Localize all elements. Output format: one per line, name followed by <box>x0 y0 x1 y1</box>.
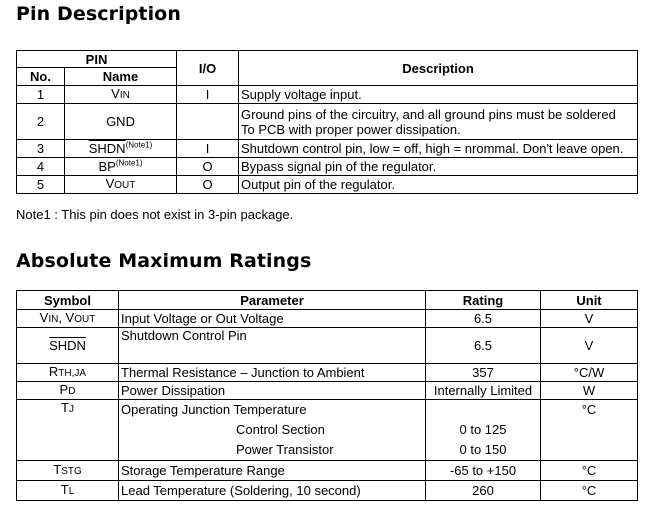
table-row <box>17 461 638 481</box>
pin-description: Supply voltage input. <box>239 86 638 104</box>
rating-symbol: TSTG <box>17 461 119 481</box>
rating-value: Internally Limited <box>426 382 541 400</box>
rating-value: 6.5 <box>426 328 541 364</box>
rating-unit: V <box>541 328 638 364</box>
rating-symbol: PD <box>17 382 119 400</box>
table-row <box>17 400 638 461</box>
no-header: No. <box>17 68 65 86</box>
rating-parameter: Shutdown Control Pin <box>119 328 426 364</box>
table-row <box>17 328 638 364</box>
table-row <box>17 104 638 140</box>
parameter-header: Parameter <box>119 291 426 310</box>
rating-parameter: Operating Junction Temperature Control Section Power Transistor <box>119 400 426 461</box>
table-row <box>17 86 638 104</box>
pin-note: Note1 : This pin does not exist in 3-pin package. <box>16 207 294 222</box>
rating-unit: W <box>541 382 638 400</box>
unit-header: Unit <box>541 291 638 310</box>
rating-parameter: Power Dissipation <box>119 382 426 400</box>
pin-description-heading: Pin Description <box>16 3 181 25</box>
rating-unit: °C <box>541 400 638 461</box>
pin-no: 4 <box>17 158 65 176</box>
rating-parameter: Lead Temperature (Soldering, 10 second) <box>119 481 426 501</box>
table-row <box>17 158 638 176</box>
table-row <box>17 382 638 400</box>
pin-no: 1 <box>17 86 65 104</box>
ratings-header-row <box>17 291 638 310</box>
rating-value: 260 <box>426 481 541 501</box>
rating-unit: °C <box>541 461 638 481</box>
pin-description: Shutdown control pin, low = off, high = nrommal. Don't leave open. <box>239 140 638 158</box>
pin-name: VOUT <box>65 176 177 194</box>
rating-value: -65 to +150 <box>426 461 541 481</box>
symbol-header: Symbol <box>17 291 119 310</box>
rating-value: 0 to 125 0 to 150 <box>426 400 541 461</box>
pin-no: 2 <box>17 104 65 140</box>
rating-parameter: Storage Temperature Range <box>119 461 426 481</box>
pin-io: I <box>177 86 239 104</box>
pin-name: VIN <box>65 86 177 104</box>
rating-symbol: TL <box>17 481 119 501</box>
rating-unit: °C <box>541 481 638 501</box>
pin-no: 5 <box>17 176 65 194</box>
rating-symbol: SHDN <box>17 328 119 364</box>
rating-symbol: TJ <box>17 400 119 461</box>
pin-group-header: PIN <box>17 51 177 68</box>
pin-io: I <box>177 140 239 158</box>
table-row <box>17 176 638 194</box>
rating-unit: °C/W <box>541 364 638 382</box>
rating-parameter: Thermal Resistance – Junction to Ambient <box>119 364 426 382</box>
absolute-maximum-ratings-table <box>16 290 638 501</box>
io-header: I/O <box>177 51 239 86</box>
table-row <box>17 140 638 158</box>
rating-value: 357 <box>426 364 541 382</box>
pin-name: GND <box>65 104 177 140</box>
rating-parameter: Input Voltage or Out Voltage <box>119 310 426 328</box>
rating-unit: V <box>541 310 638 328</box>
rating-symbol: VIN, VOUT <box>17 310 119 328</box>
pin-description: Bypass signal pin of the regulator. <box>239 158 638 176</box>
pin-header-row <box>17 51 638 68</box>
rating-symbol: RTH,JA <box>17 364 119 382</box>
absolute-maximum-ratings-heading: Absolute Maximum Ratings <box>16 250 312 272</box>
rating-header: Rating <box>426 291 541 310</box>
pin-description: Ground pins of the circuitry, and all ground pins must be soldered To PCB with proper power dissipation. <box>239 104 638 140</box>
pin-name: $BP^{(Note1)}$ <box>65 158 177 176</box>
table-row <box>17 364 638 382</box>
table-row <box>17 310 638 328</box>
name-header: Name <box>65 68 177 86</box>
table-row <box>17 481 638 501</box>
pin-description: Output pin of the regulator. <box>239 176 638 194</box>
rating-value: 6.5 <box>426 310 541 328</box>
pin-description-table <box>16 50 638 194</box>
pin-no: 3 <box>17 140 65 158</box>
description-header: Description <box>239 51 638 86</box>
pin-name: $SHDN^{(Note1)}$ <box>65 140 177 158</box>
pin-io: O <box>177 158 239 176</box>
pin-io: O <box>177 176 239 194</box>
pin-io <box>177 104 239 140</box>
